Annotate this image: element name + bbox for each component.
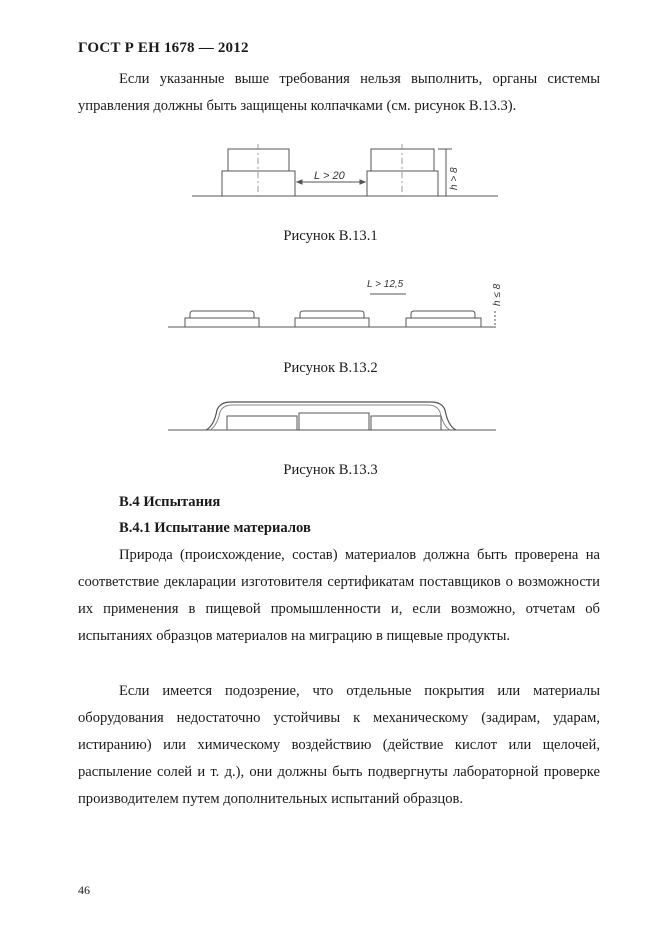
section-heading: В.4 Испытания <box>119 494 221 510</box>
section-paragraph-2: Если имеется подозрение, что отдельные покрытия или материалы оборудования недостаточно устойчивы к механическому (задирам, ударам, истиранию) или химическому воздействию (действие кислот или щелочей, распыление солей и т. д.), они должны быть подвергнуты лабораторной проверке производителем путем дополнительных испытаний образцов. <box>78 683 600 807</box>
subsection-heading: В.4.1 Испытание материалов <box>119 520 311 536</box>
page-number: 46 <box>78 883 90 897</box>
knob-base-middle <box>295 318 369 327</box>
figure-caption-1: Рисунок В.13.1 <box>283 228 378 244</box>
knob-top-left <box>190 311 254 318</box>
protective-cap-inner <box>210 405 450 430</box>
knob-base-left <box>185 318 259 327</box>
height-label: h ≤ 8 <box>492 283 503 306</box>
knob-base-right <box>406 318 481 327</box>
figure-b13-3 <box>0 392 661 437</box>
gap-label: L > 12,5 <box>367 279 404 290</box>
section-paragraph-1: Природа (происхождение, состав) материалов должна быть проверена на соответствие декларации изготовителя сертификатам поставщиков о возможности их применения в пищевой промышленности и, если возможно, отчетам об испытаниях образцов материалов на миграцию в пищевые продукты. <box>78 547 600 644</box>
knob-top-middle <box>300 311 364 318</box>
figure-caption-2: Рисунок В.13.2 <box>283 360 378 376</box>
figure-b13-1 <box>0 140 661 210</box>
gap-label: L > 20 <box>314 170 345 182</box>
knob-right <box>371 416 441 430</box>
intro-paragraph: Если указанные выше требования нельзя выполнить, органы системы управления должны быть защищены колпачками (см. рисунок В.13.3). <box>78 71 600 114</box>
standard-title: ГОСТ Р ЕН 1678 — 2012 <box>78 40 249 56</box>
knob-middle <box>299 413 369 430</box>
figure-b13-2 <box>0 270 661 340</box>
height-label: h > 8 <box>449 167 460 190</box>
knob-top-right <box>411 311 475 318</box>
knob-left <box>227 416 297 430</box>
figure-caption-3: Рисунок В.13.3 <box>283 462 378 478</box>
